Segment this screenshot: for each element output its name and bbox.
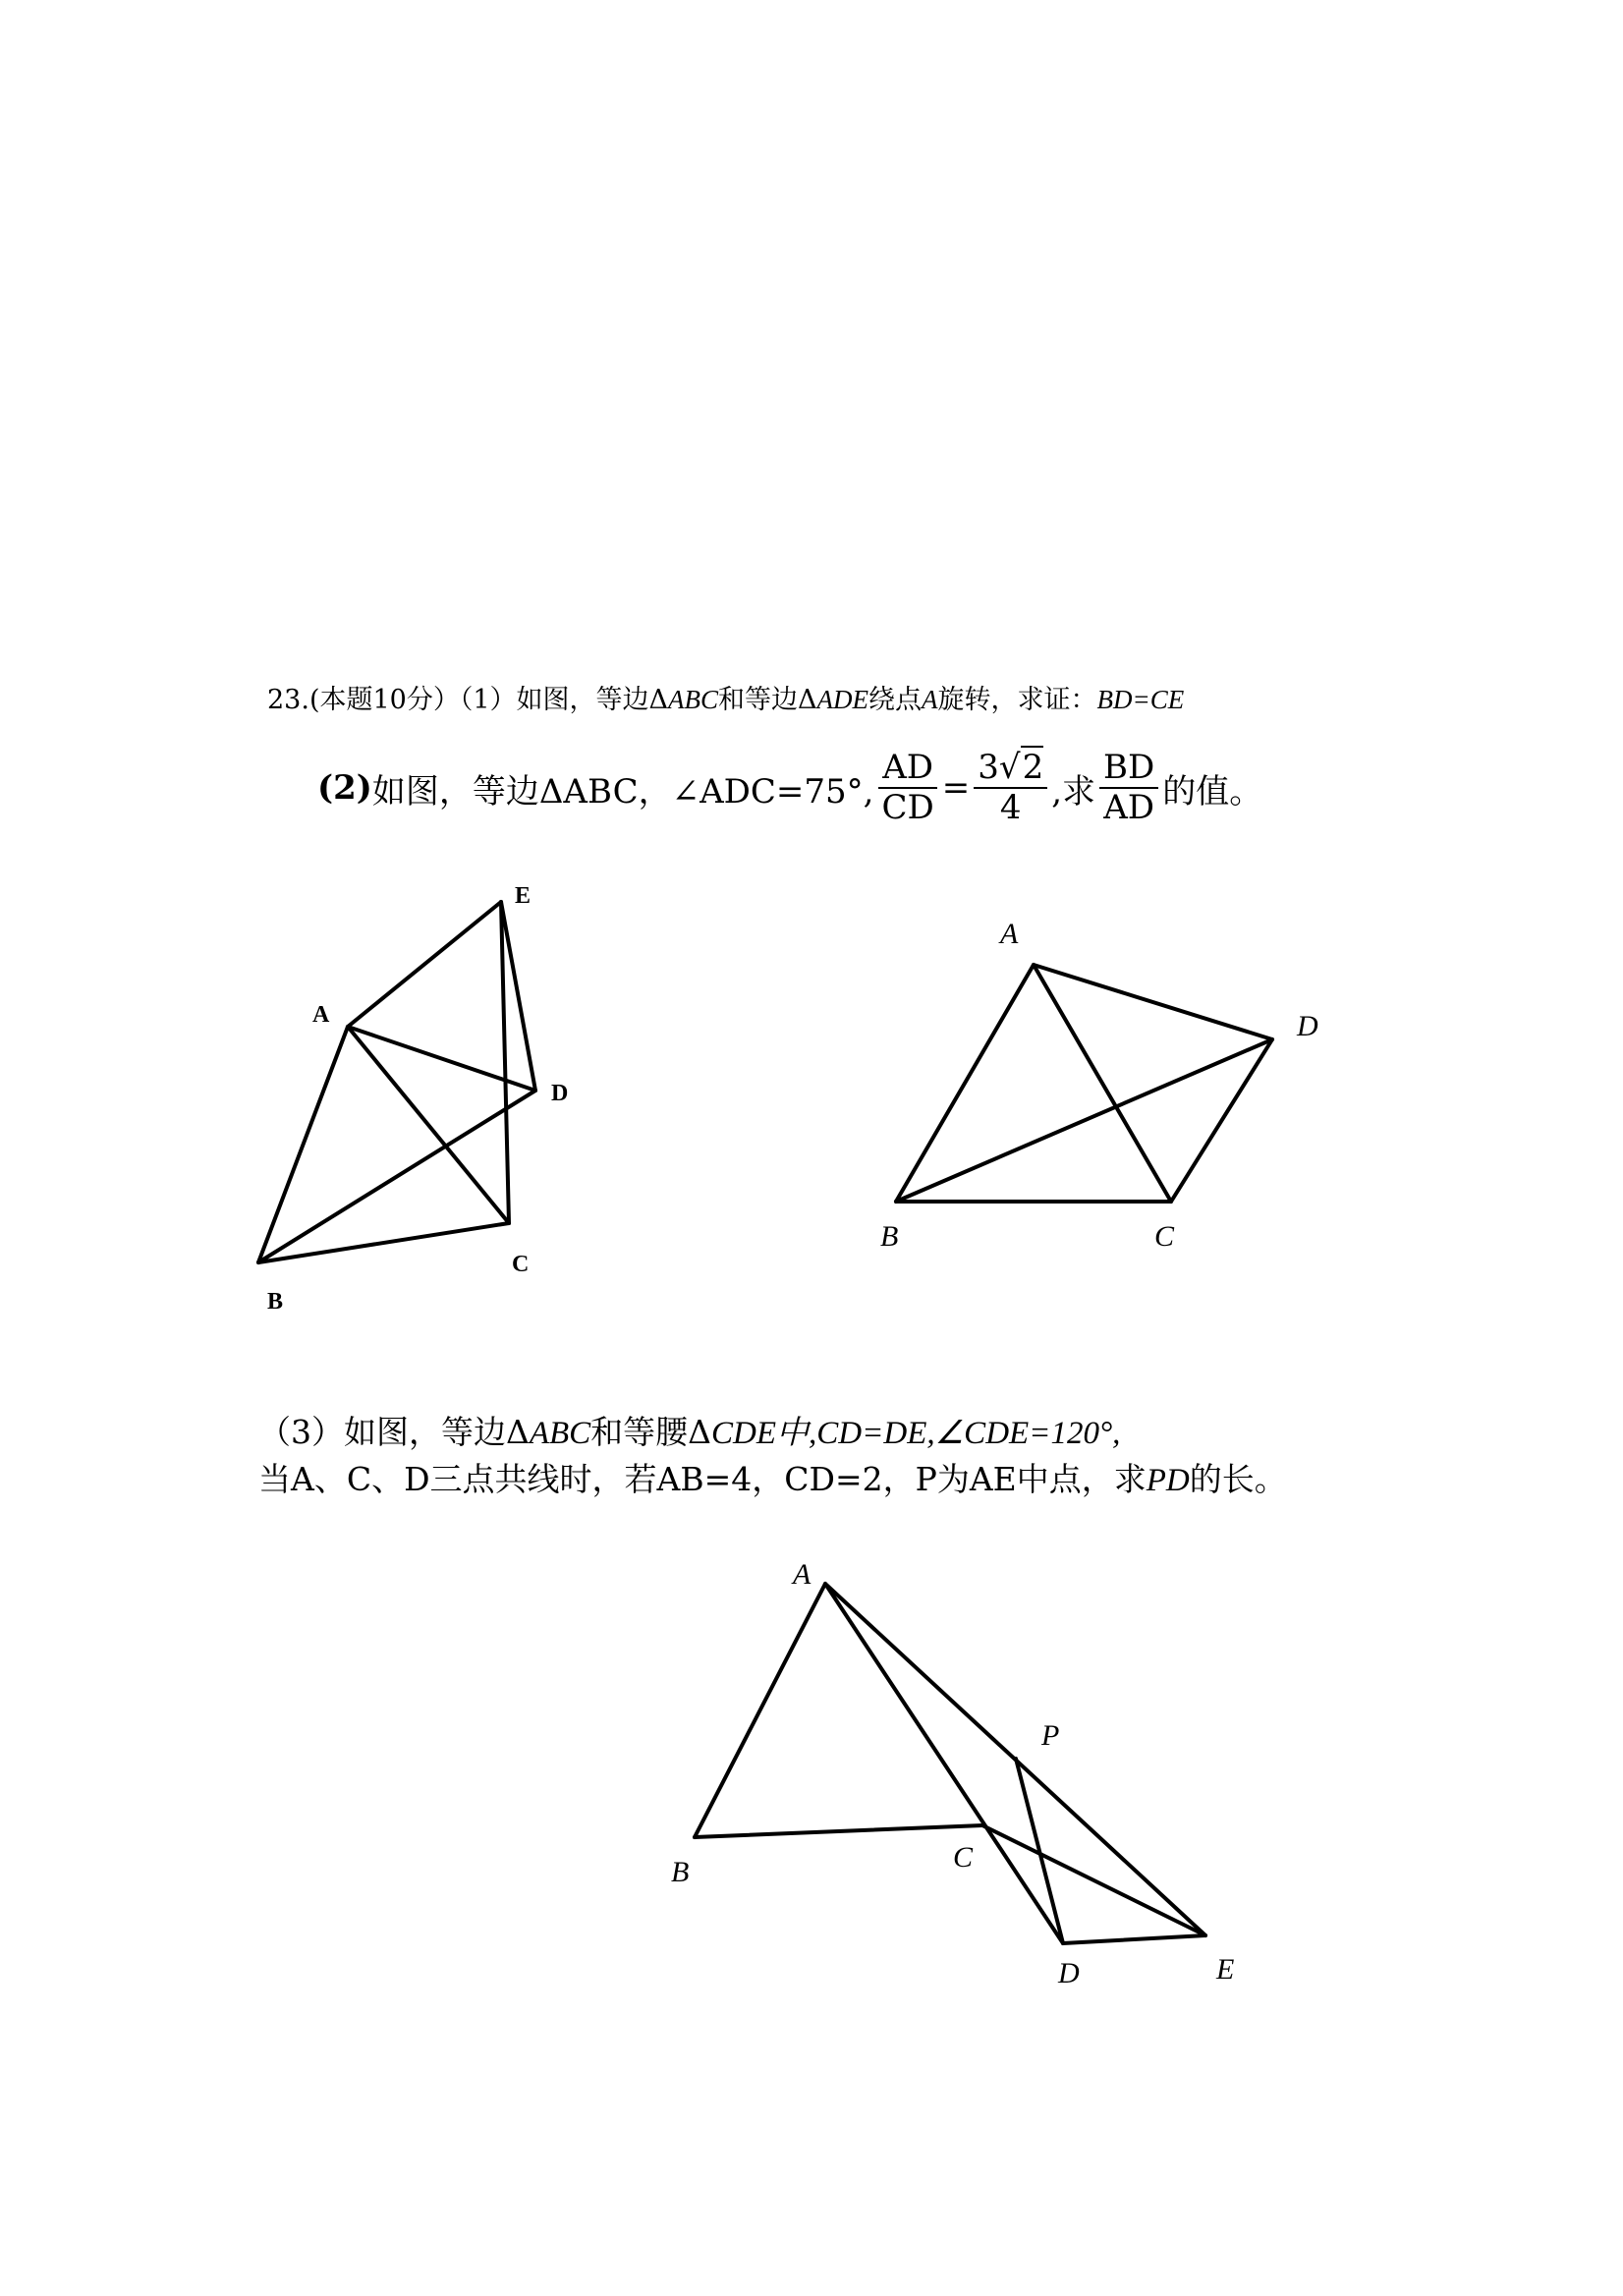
fraction-bd-ad: $\frac{BD}{AD}$ <box>1099 749 1158 827</box>
segment-pd <box>1016 1759 1063 1943</box>
label-a: A <box>1000 918 1019 950</box>
label-c: C <box>953 1841 974 1874</box>
label-e: E <box>515 883 532 909</box>
label-d: D <box>551 1081 569 1106</box>
label-d: D <box>1058 1957 1080 1989</box>
q1-equation: BD=CE <box>1096 685 1185 714</box>
q2-number: (2) <box>317 768 372 809</box>
q1-abc: ABC <box>668 685 719 714</box>
label-e: E <box>1216 1953 1235 1986</box>
segment-de <box>1063 1935 1205 1943</box>
segment-ad <box>825 1584 1063 1943</box>
label-a: A <box>312 1002 330 1028</box>
q1-point-a: A <box>922 685 938 714</box>
label-b: B <box>671 1856 690 1888</box>
fraction-3sqrt2-4: $\frac{3√2}{4}$ <box>974 749 1047 827</box>
segment-ab <box>695 1584 825 1837</box>
label-c: C <box>512 1252 530 1277</box>
q1-mid: 和等边Δ <box>718 685 817 715</box>
q2-text2: ,求 <box>1051 771 1096 812</box>
label-d: D <box>1297 1010 1318 1042</box>
q1-mid2: 绕点 <box>868 685 922 715</box>
label-b: B <box>267 1289 284 1315</box>
q2-equals: = <box>941 768 971 809</box>
segment-bc <box>695 1825 982 1837</box>
q2-text3: 的值。 <box>1162 771 1263 812</box>
q2-text1: 如图，等边ΔABC，∠ADC=75°, <box>371 771 874 812</box>
label-a: A <box>793 1558 812 1591</box>
q1-prefix: 23.(本题10分）（1）如图，等边Δ <box>267 685 669 715</box>
question-3-line1: （3）如图，等边ΔABC和等腰ΔCDE中,CD=DE,∠CDE=120°, <box>258 1413 1121 1451</box>
fraction-ad-cd: $\frac{AD}{CD}$ <box>877 749 937 827</box>
segment-ce <box>982 1825 1205 1935</box>
label-p: P <box>1041 1719 1060 1752</box>
q1-mid3: 旋转，求证： <box>937 685 1097 715</box>
label-c: C <box>1154 1220 1175 1253</box>
q1-ade: ADE <box>816 685 868 714</box>
label-b: B <box>880 1220 899 1253</box>
question-3-line2: 当A、C、D三点共线时，若AB=4，CD=2，P为AE中点，求PD的长。 <box>258 1460 1287 1498</box>
